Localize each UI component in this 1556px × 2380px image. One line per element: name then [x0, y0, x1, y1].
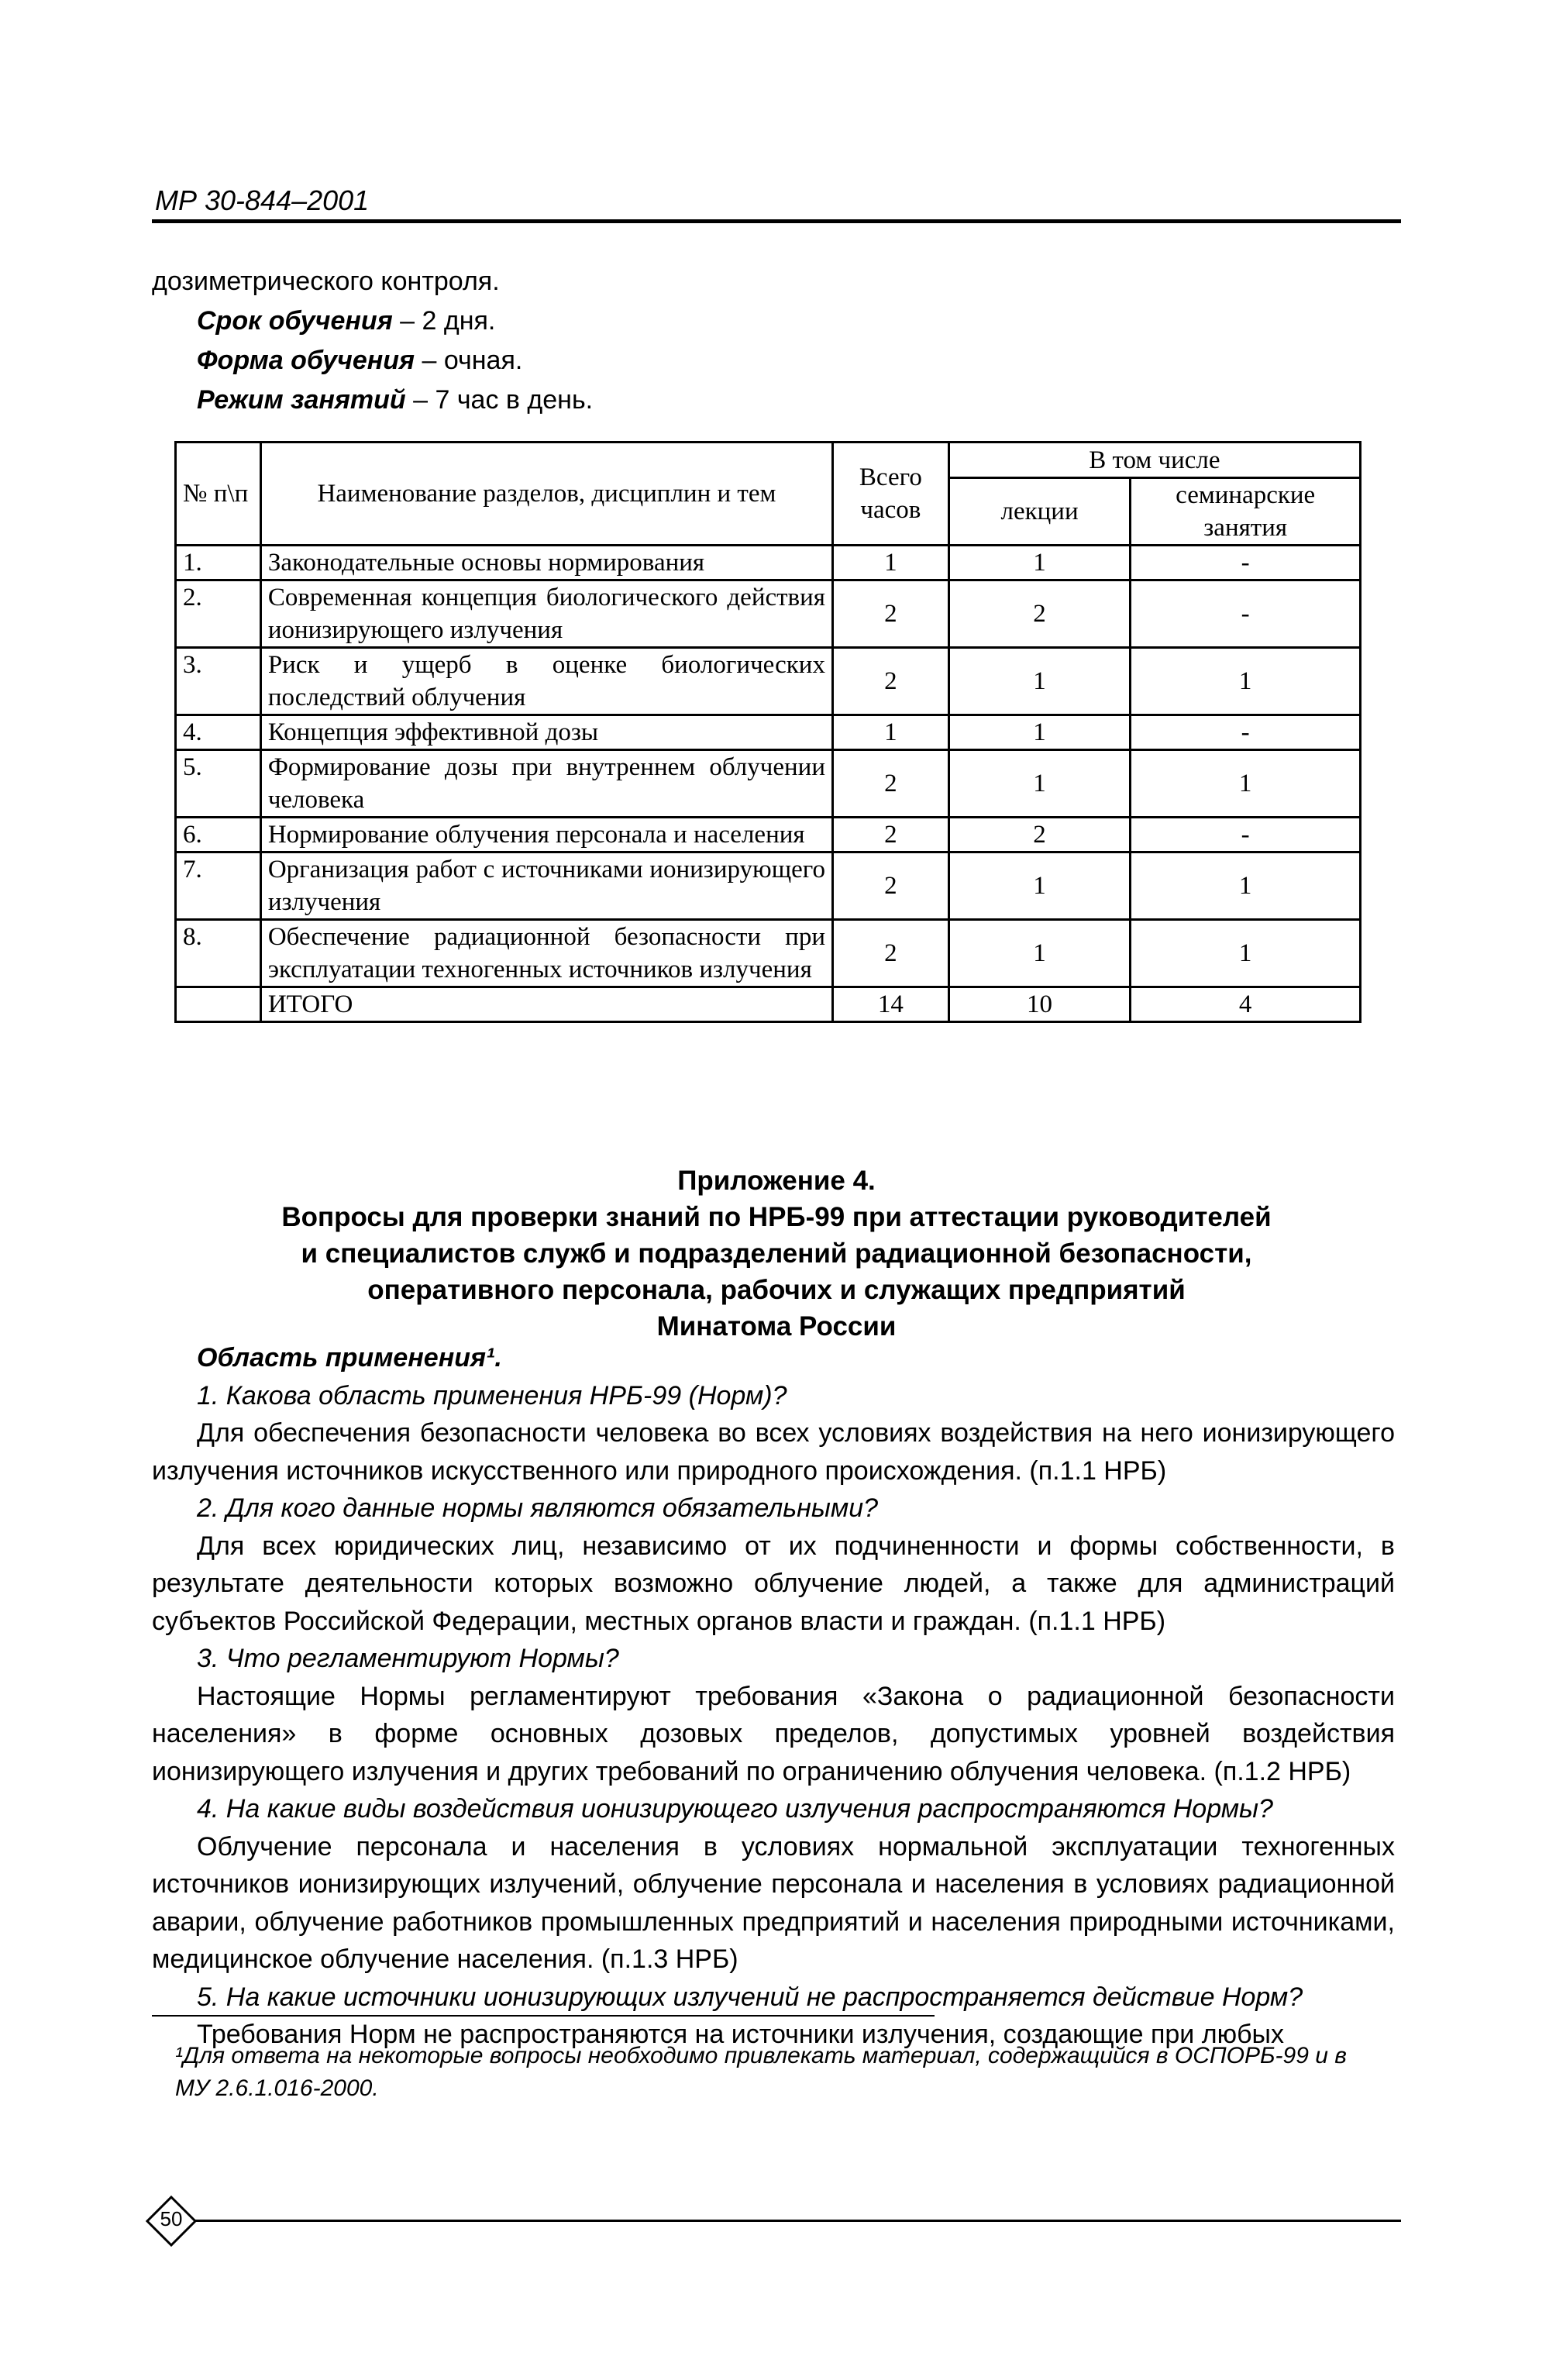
row-name: Законодательные основы нормирования: [260, 546, 832, 580]
row-total: 2: [832, 580, 948, 648]
row-total: 2: [832, 852, 948, 920]
row-num: 4.: [176, 715, 261, 750]
row-seminars: 1: [1131, 750, 1361, 818]
question: 5. На какие источники ионизирующих излучений не распространяется действие Норм?: [197, 1982, 1303, 2012]
row-total: 2: [832, 750, 948, 818]
value: – 2 дня.: [392, 306, 496, 336]
table-row: [176, 818, 1361, 852]
document-code: МР 30-844–2001: [155, 184, 370, 216]
row-lectures: 10: [948, 987, 1131, 1022]
row-name: Современная концепция биологического действия ионизирующего излучения: [260, 580, 832, 648]
row-name: ИТОГО: [260, 987, 832, 1022]
question: 4. На какие виды воздействия ионизирующего излучения распространяются Нормы?: [197, 1794, 1273, 1824]
row-seminars: 1: [1131, 648, 1361, 715]
row-name: Формирование дозы при внутреннем облучении человека: [260, 750, 832, 818]
label: Форма обучения: [197, 346, 415, 375]
row-total: 2: [832, 648, 948, 715]
appendix-subtitle-line: оперативного персонала, рабочих и служащих предприятий: [367, 1275, 1186, 1305]
row-num: 2.: [176, 580, 261, 648]
appendix-title: Приложение 4.: [677, 1166, 876, 1196]
page-number: 50: [160, 2207, 183, 2230]
row-total: 1: [832, 715, 948, 750]
row-lectures: 2: [948, 818, 1131, 852]
row-total: 14: [832, 987, 948, 1022]
training-form: [152, 341, 593, 381]
row-lectures: 1: [948, 648, 1131, 715]
appendix-subtitle-line: Минатома России: [656, 1311, 897, 1342]
row-num: 8.: [176, 920, 261, 987]
row-num: 6.: [176, 818, 261, 852]
row-seminars: 1: [1131, 852, 1361, 920]
row-num: 5.: [176, 750, 261, 818]
answer: Для всех юридических лиц, независимо от их подчиненности и формы собственности, в результате деятельности которых возможно облучение людей, а также для администраций субъектов Российской Федерации, местных органов власти и граждан. (п.1.1 НРБ): [152, 1531, 1395, 1636]
table-row: [176, 715, 1361, 750]
appendix-heading: [152, 1162, 1401, 1345]
answer: Настоящие Нормы регламентируют требования «Закона о радиационной безопасности населения» в форме основных дозовых пределов, допустимых уровней воздействия ионизирующего излучения и других требований по ограничению облучения человека. (п.1.2 НРБ): [152, 1681, 1395, 1786]
row-name: Организация работ с источниками ионизирующего излучения: [260, 852, 832, 920]
training-duration: [152, 301, 593, 341]
value: – очная.: [415, 346, 523, 375]
value: – 7 час в день.: [405, 385, 594, 415]
row-total: 1: [832, 546, 948, 580]
row-num: 1.: [176, 546, 261, 580]
table-row: [176, 750, 1361, 818]
row-total: 2: [832, 920, 948, 987]
question: 1. Какова область применения НРБ-99 (Норм)?: [197, 1380, 787, 1410]
row-num: 3.: [176, 648, 261, 715]
footer-rule: [194, 2220, 1401, 2222]
curriculum-table: [174, 441, 1362, 1023]
appendix-subtitle-line: Вопросы для проверки знаний по НРБ-99 при аттестации руководителей: [281, 1202, 1272, 1232]
row-seminars: -: [1131, 715, 1361, 750]
row-seminars: 4: [1131, 987, 1361, 1022]
footnote: ¹Для ответа на некоторые вопросы необходимо привлекать материал, содержащийся в ОСПОРБ-99 и в МУ 2.6.1.016-2000.: [175, 2043, 1347, 2101]
training-schedule: [152, 381, 593, 420]
intro-line: дозиметрического контроля.: [152, 267, 500, 296]
row-seminars: 1: [1131, 920, 1361, 987]
row-lectures: 2: [948, 580, 1131, 648]
label: Режим занятий: [197, 385, 406, 415]
row-lectures: 1: [948, 852, 1131, 920]
header-total: Всего часов: [832, 443, 948, 546]
appendix-subtitle-line: и специалистов служб и подразделений радиационной безопасности,: [301, 1238, 1252, 1269]
header-rule: [152, 219, 1401, 223]
table-row: [176, 648, 1361, 715]
header-name: Наименование разделов, дисциплин и тем: [260, 443, 832, 546]
row-seminars: -: [1131, 580, 1361, 648]
intro-block: [152, 262, 593, 420]
header-seminars: семинарские занятия: [1131, 478, 1361, 546]
row-name: Нормирование облучения персонала и населения: [260, 818, 832, 852]
row-name: Концепция эффективной дозы: [260, 715, 832, 750]
row-name: Риск и ущерб в оценке биологических последствий облучения: [260, 648, 832, 715]
header-including: В том числе: [948, 443, 1360, 478]
table-row: [176, 852, 1361, 920]
questions-body: [152, 1339, 1395, 2054]
scope-heading: Область применения¹.: [197, 1343, 502, 1373]
row-total: 2: [832, 818, 948, 852]
answer: Для обеспечения безопасности человека во всех условиях воздействия на него ионизирующего излучения источников искусственного или природного происхождения. (п.1.1 НРБ): [152, 1418, 1395, 1486]
row-seminars: -: [1131, 546, 1361, 580]
row-num: [176, 987, 261, 1022]
question: 2. Для кого данные нормы являются обязательными?: [197, 1493, 879, 1523]
row-name: Обеспечение радиационной безопасности при эксплуатации техногенных источников излучения: [260, 920, 832, 987]
table-row: [176, 580, 1361, 648]
table-row: [176, 920, 1361, 987]
table-row: [176, 987, 1361, 1022]
row-seminars: -: [1131, 818, 1361, 852]
question: 3. Что регламентируют Нормы?: [197, 1644, 619, 1673]
header-num: № п\п: [176, 443, 261, 546]
row-num: 7.: [176, 852, 261, 920]
header-lectures: лекции: [948, 478, 1131, 546]
table-row: [176, 546, 1361, 580]
answer: Облучение персонала и населения в условиях нормальной эксплуатации техногенных источников ионизирующих излучений, облучение персонала и населения в условиях радиационной аварии, облучение работников промышленных предприятий и населения природными источниками, медицинское облучение населения. (п.1.3 НРБ): [152, 1831, 1395, 1974]
row-lectures: 1: [948, 546, 1131, 580]
answer: Требования Норм не распространяются на источники излучения, создающие при любых: [197, 2020, 1284, 2049]
row-lectures: 1: [948, 920, 1131, 987]
row-lectures: 1: [948, 750, 1131, 818]
row-lectures: 1: [948, 715, 1131, 750]
footnote-rule: [152, 2015, 935, 2017]
label: Срок обучения: [197, 306, 393, 336]
